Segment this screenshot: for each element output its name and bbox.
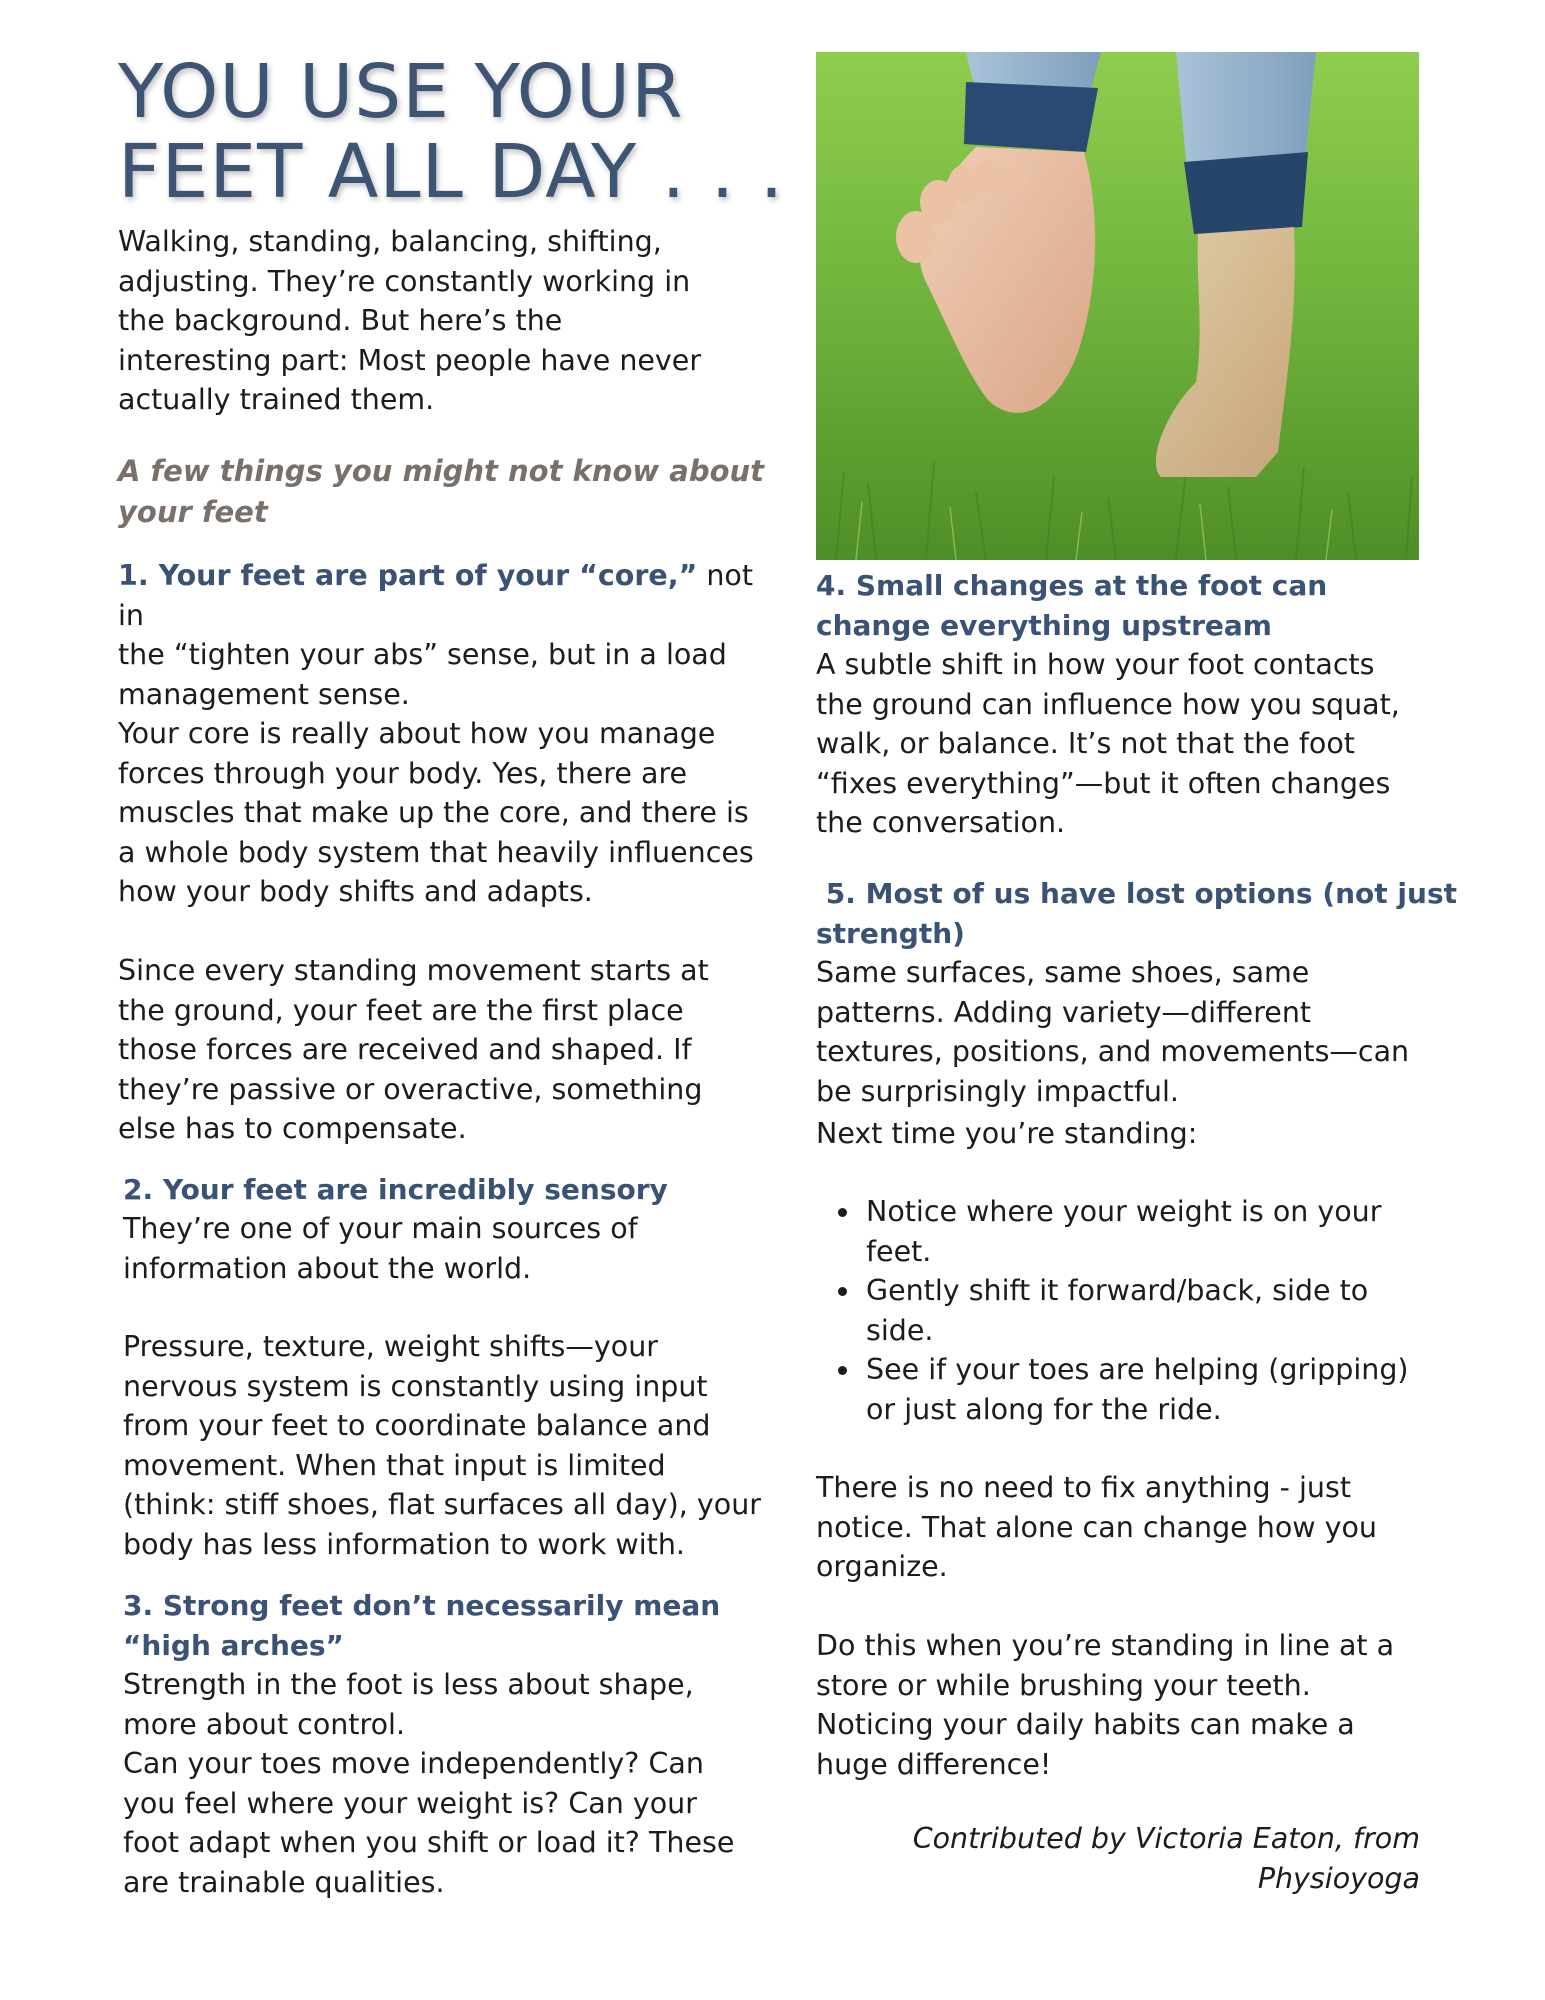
subtitle-line: A few things you might not know about xyxy=(118,454,765,488)
paragraph-line: they’re passive or overactive, something xyxy=(118,1072,703,1106)
paragraph-line: Noticing your daily habits can make a xyxy=(816,1708,1355,1741)
paragraph-line: forces through your body. Yes, there are xyxy=(118,756,688,790)
title-line-2: FEET ALL DAY . . . xyxy=(118,129,785,215)
paragraph-line: Same surfaces, same shoes, same xyxy=(816,956,1310,989)
paragraph-line: else has to compensate. xyxy=(118,1112,467,1145)
next-time-label: Next time you’re standing: xyxy=(816,1117,1198,1150)
heading-line: 3. Strong feet don’t necessarily mean xyxy=(123,1589,721,1622)
section-4-paragraph xyxy=(816,645,1441,843)
paragraph-line: from your feet to coordinate balance and xyxy=(123,1409,711,1442)
list-item xyxy=(816,1271,1441,1350)
paragraph-line: walk, or balance. It’s not that the foot xyxy=(816,727,1355,760)
section-2-heading: 2. Your feet are incredibly sensory xyxy=(123,1173,668,1206)
paragraph-line: those forces are received and shaped. If xyxy=(118,1033,692,1066)
paragraph-line: body has less information to work with. xyxy=(123,1527,685,1561)
section-1-heading: 1. Your feet are part of your “core,” xyxy=(118,559,698,592)
photo-illustration xyxy=(816,52,1419,560)
list-item-text: feet. xyxy=(866,1234,932,1268)
paragraph-line: organize. xyxy=(816,1550,948,1583)
paragraph-line: be surprisingly impactful. xyxy=(816,1074,1179,1108)
list-item xyxy=(816,1192,1441,1271)
paragraph-line: Strength in the foot is less about shape, xyxy=(123,1668,694,1701)
intro-line: Walking, standing, balancing, shifting, xyxy=(118,225,662,258)
paragraph-line: how your body shifts and adapts. xyxy=(118,875,593,908)
section-1-intro xyxy=(118,556,778,714)
list-item xyxy=(816,1350,1441,1429)
paragraph-line: the ground, your feet are the first place xyxy=(118,993,684,1027)
paragraph-line: Since every standing movement starts at xyxy=(118,954,709,987)
heading-line: 4. Small changes at the foot can xyxy=(816,569,1328,602)
paragraph-line: store or while brushing your teeth. xyxy=(816,1668,1311,1702)
section-5-paragraph-3 xyxy=(816,1626,1441,1784)
page-title xyxy=(118,49,785,215)
paragraph-line: nervous system is constantly using input xyxy=(123,1369,708,1403)
section-1-text: the “tighten your abs” sense, but in a load xyxy=(118,638,727,671)
paragraph-line: a whole body system that heavily influences xyxy=(118,835,754,869)
intro-paragraph xyxy=(118,222,768,420)
paragraph-line: “fixes everything”—but it often changes xyxy=(816,766,1391,800)
section-2-paragraph-2 xyxy=(123,1327,783,1564)
section-1-paragraph-2 xyxy=(118,714,778,912)
subtitle xyxy=(118,451,768,533)
paragraph-line: muscles that make up the core, and there is xyxy=(118,796,749,829)
paragraph-line: They’re one of your main sources of xyxy=(123,1212,638,1245)
paragraph-line: the conversation. xyxy=(816,806,1066,839)
bullet-icon xyxy=(838,1366,847,1375)
paragraph-line: more about control. xyxy=(123,1707,406,1741)
section-4-heading xyxy=(816,566,1426,645)
paragraph-line: huge difference! xyxy=(816,1747,1052,1781)
section-5-paragraph-1 xyxy=(816,953,1441,1111)
paragraph-line: Can your toes move independently? Can xyxy=(123,1747,704,1780)
list-item-text: or just along for the ride. xyxy=(866,1392,1222,1426)
bullet-icon xyxy=(838,1287,847,1296)
list-item-text: Gently shift it forward/back, side to xyxy=(866,1274,1369,1307)
paragraph-line: There is no need to fix anything - just xyxy=(816,1471,1352,1504)
title-line-1: YOU USE YOUR xyxy=(118,49,684,135)
paragraph-line: Do this when you’re standing in line at a xyxy=(816,1629,1395,1662)
bullet-icon xyxy=(838,1208,847,1217)
bare-foot-on-grass-photo xyxy=(816,52,1419,560)
list-item-text: See if your toes are helping (gripping) xyxy=(866,1353,1409,1386)
section-3-heading xyxy=(123,1586,773,1665)
section-1-text: management sense. xyxy=(118,677,410,711)
subtitle-line: your feet xyxy=(118,495,268,529)
paragraph-line: you feel where your weight is? Can your xyxy=(123,1786,697,1820)
paragraph-line: Pressure, texture, weight shifts—your xyxy=(123,1330,658,1363)
paragraph-line: foot adapt when you shift or load it? These xyxy=(123,1826,735,1859)
section-2-paragraph-1 xyxy=(123,1209,773,1288)
intro-line: the background. But here’s the xyxy=(118,304,563,337)
section-5-paragraph-2 xyxy=(816,1468,1441,1587)
paragraph-line: A subtle shift in how your foot contacts xyxy=(816,648,1375,681)
intro-line: interesting part: Most people have never xyxy=(118,343,702,377)
heading-line: “high arches” xyxy=(123,1628,344,1662)
intro-line: actually trained them. xyxy=(118,383,435,416)
paragraph-line: Your core is really about how you manage xyxy=(118,717,716,750)
section-1-paragraph-3 xyxy=(118,951,778,1149)
credit-line: Contributed by Victoria Eaton, from xyxy=(912,1822,1420,1855)
paragraph-line: information about the world. xyxy=(123,1251,532,1285)
paragraph-line: movement. When that input is limited xyxy=(123,1448,666,1482)
list-item-text: side. xyxy=(866,1313,934,1347)
intro-line: adjusting. They’re constantly working in xyxy=(118,264,691,298)
list-item-text: Notice where your weight is on your xyxy=(866,1195,1382,1228)
paragraph-line: (think: stiff shoes, flat surfaces all day), your xyxy=(123,1488,761,1521)
paragraph-line: the ground can influence how you squat, xyxy=(816,687,1400,721)
section-3-paragraph xyxy=(123,1665,783,1902)
tips-list xyxy=(816,1192,1441,1429)
paragraph-line: textures, positions, and movements—can xyxy=(816,1035,1410,1068)
section-5-heading xyxy=(816,874,1458,953)
credit-line: Physioyoga xyxy=(1257,1861,1420,1895)
section-1-text: not in xyxy=(118,559,754,632)
paragraph-line: are trainable qualities. xyxy=(123,1865,445,1899)
heading-line: 5. Most of us have lost options (not just xyxy=(816,877,1458,910)
heading-line: strength) xyxy=(816,916,965,950)
credit-attribution xyxy=(860,1819,1420,1898)
paragraph-line: notice. That alone can change how you xyxy=(816,1510,1377,1544)
heading-line: change everything upstream xyxy=(816,608,1272,642)
paragraph-line: patterns. Adding variety—different xyxy=(816,995,1312,1029)
